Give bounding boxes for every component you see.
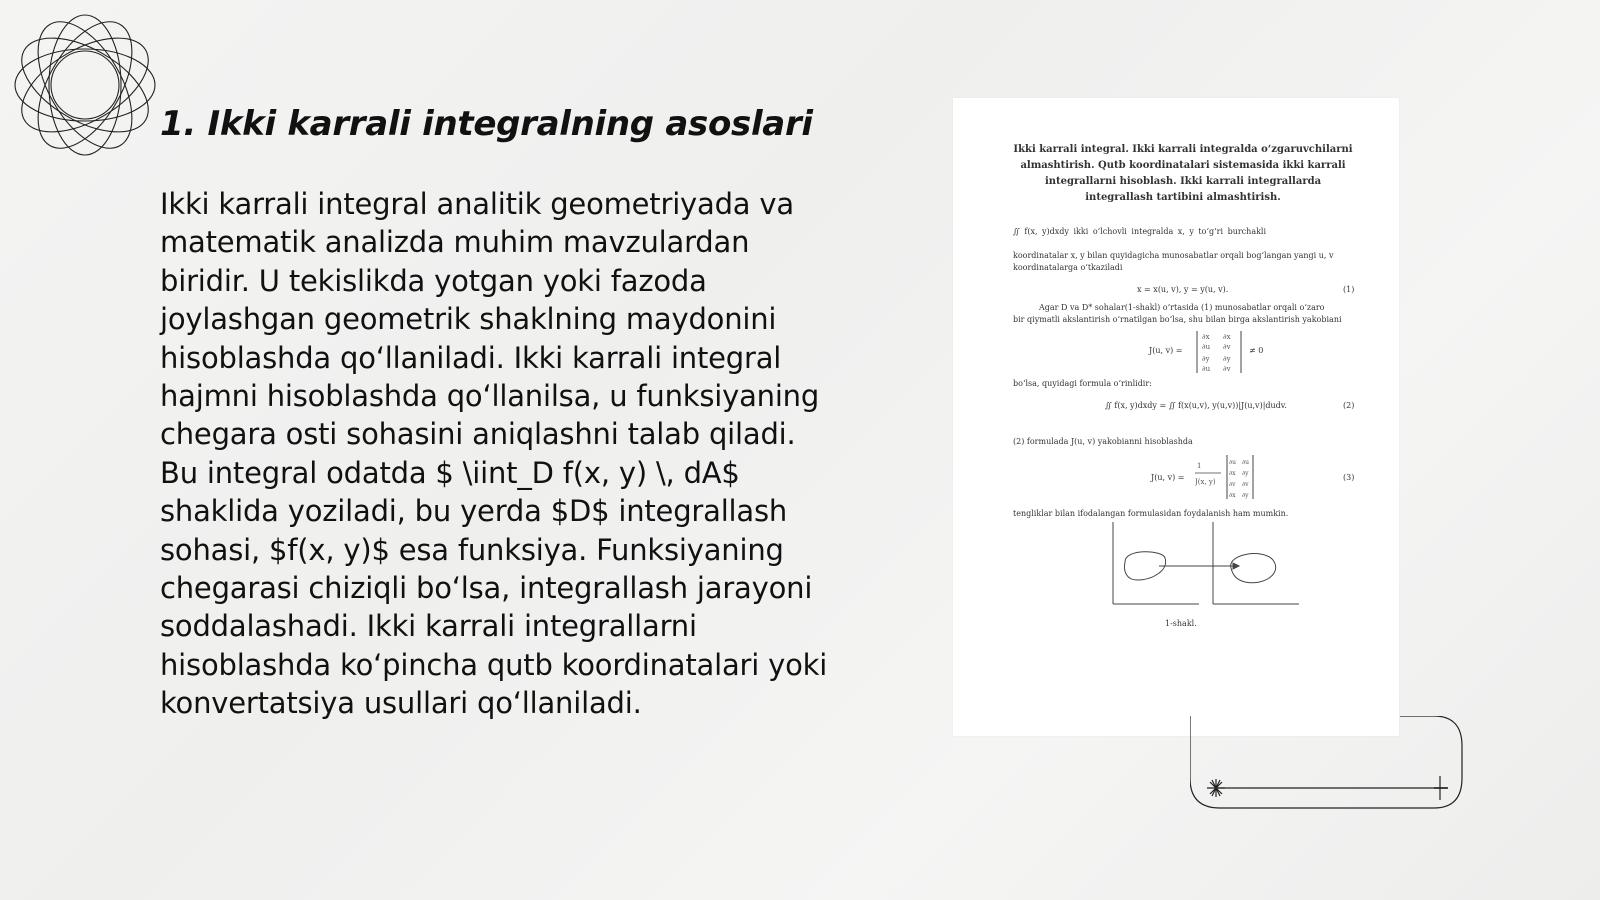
document-formula: ∬ f(x, y)dxdy = ∬ f(x(u,v), y(u,v))|J(u,v)|dudv. [1105, 401, 1287, 410]
figure-caption: 1-shakl. [1165, 619, 1197, 628]
svg-text:∂v: ∂v [1229, 481, 1236, 488]
document-line: (2) formulada J(u, v) yakobianni hisoblashda [1013, 437, 1193, 446]
svg-text:∂x: ∂x [1229, 492, 1236, 499]
svg-text:∂y: ∂y [1242, 492, 1249, 499]
document-formula: J(u, v) = [1149, 346, 1183, 355]
svg-text:J(x, y): J(x, y) [1195, 478, 1216, 486]
document-line: koordinatalar x, y bilan quyidagicha munosabatlar orqali bog‘langan yangi u, v [1013, 251, 1334, 260]
slide-body-text: Ikki karrali integral analitik geometriyada va matematik analizda muhim mavzulardan biridir. U tekislikda yotgan yoki fazoda joylashgan geometrik shaklning maydonini hisoblashda qo‘llaniladi. Ikki karrali integral hajmni hisoblashda qo‘llanilsa, u funksiyaning chegara osti sohasini aniqlashni talab qiladi. Bu integral odatda $ \iint_D f(x, y) \, dA$ shaklida yoziladi, bu yerda $D$ integrallash sohasi, $f(x, y)$ esa funksiya. Funksiyaning chegarasi chiziqli bo‘lsa, integrallash jarayoni soddalashadi. Ikki karrali integrallarni hisoblashda ko‘pincha qutb koordinatalari yoki konvertatsiya usullari qo‘llaniladi. [160, 187, 828, 721]
equation-number: (1) [1343, 285, 1355, 294]
svg-text:∂v: ∂v [1223, 343, 1231, 351]
document-formula: x = x(u, v), y = y(u, v). [1137, 285, 1229, 294]
svg-text:1: 1 [1197, 462, 1202, 470]
slide-title: 1. Ikki karrali integralning asoslari [160, 104, 813, 144]
equation-number: (3) [1343, 473, 1355, 482]
document-line: bo‘lsa, quyidagi formula o‘rinlidir: [1013, 379, 1152, 388]
document-line: ∬ f(x, y)dxdy ikki o‘lchovli integralda x, y to‘g‘ri burchakli [1013, 227, 1267, 236]
svg-text:∂u: ∂u [1229, 459, 1236, 466]
inverse-jacobian-icon [1195, 454, 1257, 500]
flower-ornament-icon [10, 10, 160, 160]
svg-text:∂y: ∂y [1223, 355, 1231, 363]
svg-text:∂x: ∂x [1202, 333, 1210, 341]
mapping-figure [1103, 518, 1303, 610]
document-line: tengliklar bilan ifodalangan formulasidan foydalanish ham mumkin. [1013, 509, 1289, 518]
svg-text:∂u: ∂u [1242, 459, 1249, 466]
document-formula: J(u, v) = [1151, 473, 1185, 482]
svg-text:∂v: ∂v [1223, 365, 1231, 373]
document-heading: Ikki karrali integral. Ikki karrali integralda o‘zgaruvchilarni almashtirish. Qutb koordinatalari sistemasida ikki karrali integrallarni hisoblash. Ikki karrali integrallarda integrallash tartibini almashtirish. [1013, 144, 1353, 203]
jacobian-matrix-icon [1195, 330, 1245, 374]
document-formula: ≠ 0 [1249, 346, 1264, 355]
document-line: bir qiymatli akslantirish o‘rnatilgan bo‘lsa, shu bilan birga akslantirish yakobiani [1013, 315, 1342, 324]
svg-text:∂x: ∂x [1223, 333, 1231, 341]
svg-text:∂u: ∂u [1202, 343, 1211, 351]
svg-text:∂v: ∂v [1242, 481, 1249, 488]
svg-text:∂y: ∂y [1202, 355, 1210, 363]
equation-number: (2) [1343, 401, 1355, 410]
document-scan-image [953, 98, 1399, 736]
svg-text:∂x: ∂x [1229, 470, 1236, 477]
decorative-line-frame-icon [1190, 716, 1470, 816]
svg-text:∂u: ∂u [1202, 365, 1211, 373]
document-line: koordinatalarga o‘tkaziladi [1013, 263, 1123, 272]
document-line: Agar D va D* sohalar(1-shakl) o‘rtasida (1) munosabatlar orqali o‘zaro [1039, 303, 1325, 312]
svg-text:∂y: ∂y [1242, 470, 1249, 477]
